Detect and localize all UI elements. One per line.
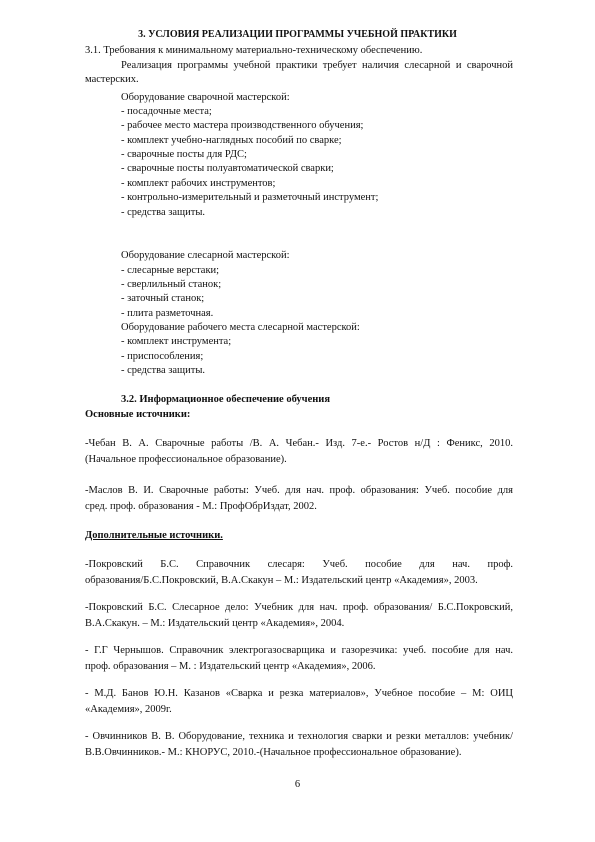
welding-item: - средства защиты. [121,207,206,218]
subsection-3-2-heading: 3.2. Информационное обеспечение обучения [121,394,331,405]
page-number: 6 [294,779,301,790]
extra-source-entry-cont: «Академия», 2009г. [85,704,172,715]
intro-paragraph-line-2: мастерских. [85,74,139,85]
main-source-entry: -Чебан В. А. Сварочные работы /В. А. Чебан.- Изд. 7-е.- Ростов н/Д : Феникс, 2010. [85,438,513,449]
workplace-equipment-heading: Оборудование рабочего места слесарной мастерской: [121,322,360,333]
locksmith-item: - заточный станок; [121,293,205,304]
welding-item: - сварочные посты для РДС; [121,149,247,160]
extra-source-entry: -Покровский Б.С. Справочник слесаря: Учеб. пособие для нач. проф. [85,559,513,570]
extra-source-entry-cont: В.В.Овчинников.- М.: КНОРУС, 2010.-(Начальное профессиональное образование). [85,747,462,758]
welding-item: - контрольно-измерительный и разметочный инструмент; [121,192,379,203]
locksmith-item: - плита разметочная. [121,308,214,319]
welding-item: - рабочее место мастера производственного обучения; [121,120,364,131]
welding-equipment-heading: Оборудование сварочной мастерской: [121,92,290,103]
welding-item: - посадочные места; [121,106,212,117]
workplace-item: - приспособления; [121,351,204,362]
subsection-3-1-heading: 3.1. Требования к минимальному материально-техническому обеспечению. [85,45,423,56]
extra-source-entry-cont: образования/Б.С.Покровский, В.А.Скакун – М.: Издательский центр «Академия», 2003. [85,575,478,586]
locksmith-item: - сверлильный станок; [121,279,222,290]
extra-sources-heading: Дополнительные источники. [85,530,223,541]
intro-paragraph-line-1: Реализация программы учебной практики требует наличия слесарной и сварочной [121,60,513,71]
welding-item: - комплект рабочих инструментов; [121,178,276,189]
main-sources-heading: Основные источники: [85,409,191,420]
workplace-item: - средства защиты. [121,365,206,376]
main-source-entry-cont: сред. проф. образования - М.: ПрофОбрИздат, 2002. [85,501,317,512]
extra-source-entry-cont: проф. образования – М. : Издательский центр «Академия», 2006. [85,661,376,672]
extra-source-entry: - М.Д. Банов Ю.Н. Казанов «Сварка и резка материалов», Учебное пособие – М: ОИЦ [85,688,513,699]
extra-source-entry: -Покровский Б.С. Слесарное дело: Учебник для нач. проф. образования/ Б.С.Покровский, [85,602,513,613]
locksmith-item: - слесарные верстаки; [121,265,220,276]
welding-item: - сварочные посты полуавтоматической сварки; [121,163,334,174]
extra-source-entry-cont: В.А.Скакун. – М.: Издательский центр «Академия», 2004. [85,618,345,629]
main-source-entry: -Маслов В. И. Сварочные работы: Учеб. для нач. проф. образования: Учеб. пособие для [85,485,513,496]
welding-item: - комплект учебно-наглядных пособий по сварке; [121,135,342,146]
locksmith-equipment-heading: Оборудование слесарной мастерской: [121,250,290,261]
section-title: 3. УСЛОВИЯ РЕАЛИЗАЦИИ ПРОГРАММЫ УЧЕБНОЙ ПРАКТИКИ [138,29,457,40]
extra-source-entry: - Овчинников В. В. Оборудование, техника и технология сварки и резки металлов: учебник/ [85,731,513,742]
main-source-entry-cont: (Начальное профессиональное образование). [85,454,287,465]
extra-source-entry: - Г.Г Чернышов. Справочник электрогазосварщика и газорезчика: учеб. пособие для нач. [85,645,513,656]
workplace-item: - комплект инструмента; [121,336,232,347]
